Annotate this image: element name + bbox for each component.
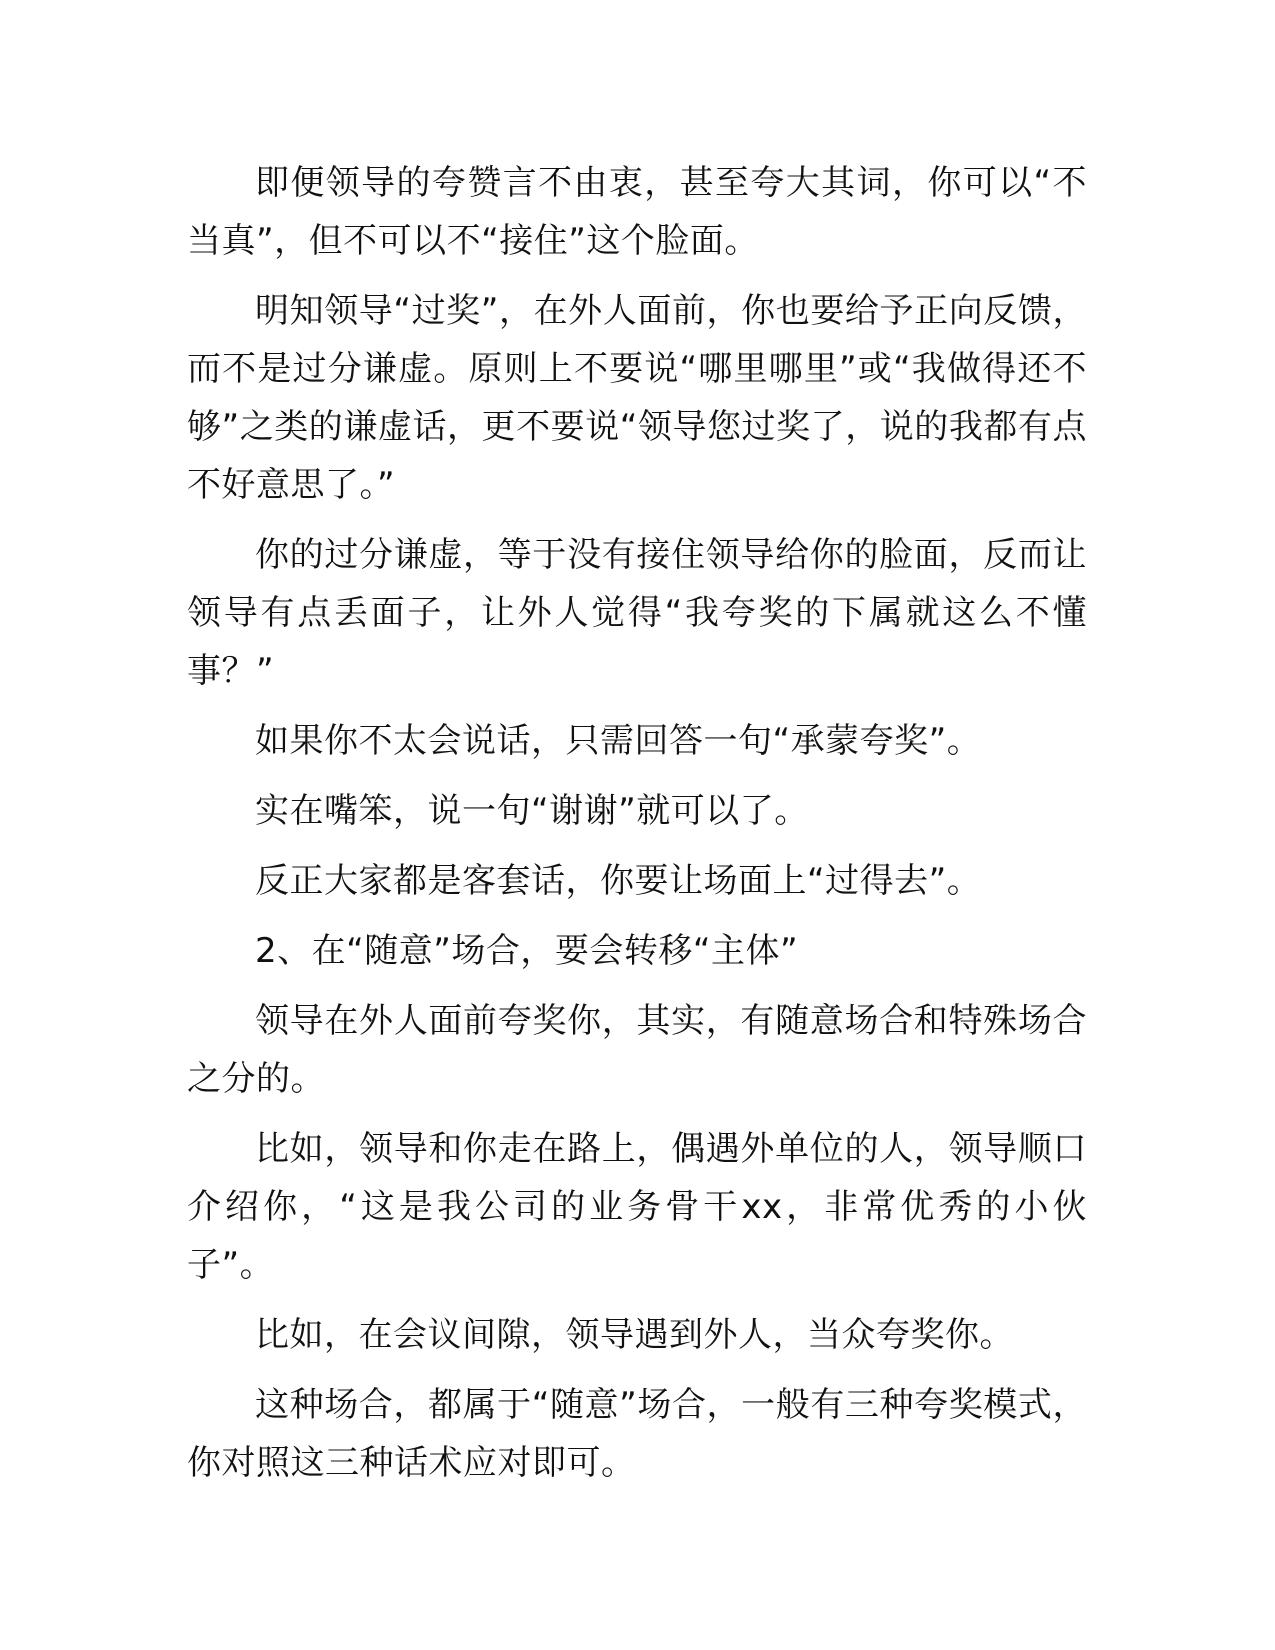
paragraph: 这种场合，都属于“随意”场合，一般有三种夸奖模式，你对照这三种话术应对即可。	[187, 1385, 1087, 1483]
paragraph: 比如，领导和你走在路上，偶遇外单位的人，领导顺口介绍你，“这是我公司的业务骨干xx，非常优秀的小伙子”。	[187, 1129, 1087, 1285]
paragraph: 你的过分谦虚，等于没有接住领导给你的脸面，反而让领导有点丢面子，让外人觉得“我夸奖的下属就这么不懂事？”	[187, 535, 1087, 691]
section-heading: 2、在“随意”场合，要会转移“主体”	[255, 931, 799, 971]
document-body	[187, 154, 1087, 1504]
paragraph: 如果你不太会说话，只需回答一句“承蒙夸奖”。	[255, 721, 982, 761]
paragraph: 实在嘴笨，说一句“谢谢”就可以了。	[255, 791, 809, 831]
paragraph: 即便领导的夸赞言不由衷，甚至夸大其词，你可以“不当真”，但不可以不“接住”这个脸面。	[187, 163, 1087, 261]
paragraph: 比如，在会议间隙，领导遇到外人，当众夸奖你。	[255, 1315, 1014, 1355]
paragraph: 反正大家都是客套话，你要让场面上“过得去”。	[255, 861, 982, 901]
paragraph: 领导在外人面前夸奖你，其实，有随意场合和特殊场合之分的。	[187, 1001, 1087, 1099]
paragraph: 明知领导“过奖”，在外人面前，你也要给予正向反馈，而不是过分谦虚。原则上不要说“哪里哪里”或“我做得还不够”之类的谦虚话，更不要说“领导您过奖了，说的我都有点不好意思了。”	[187, 291, 1087, 505]
